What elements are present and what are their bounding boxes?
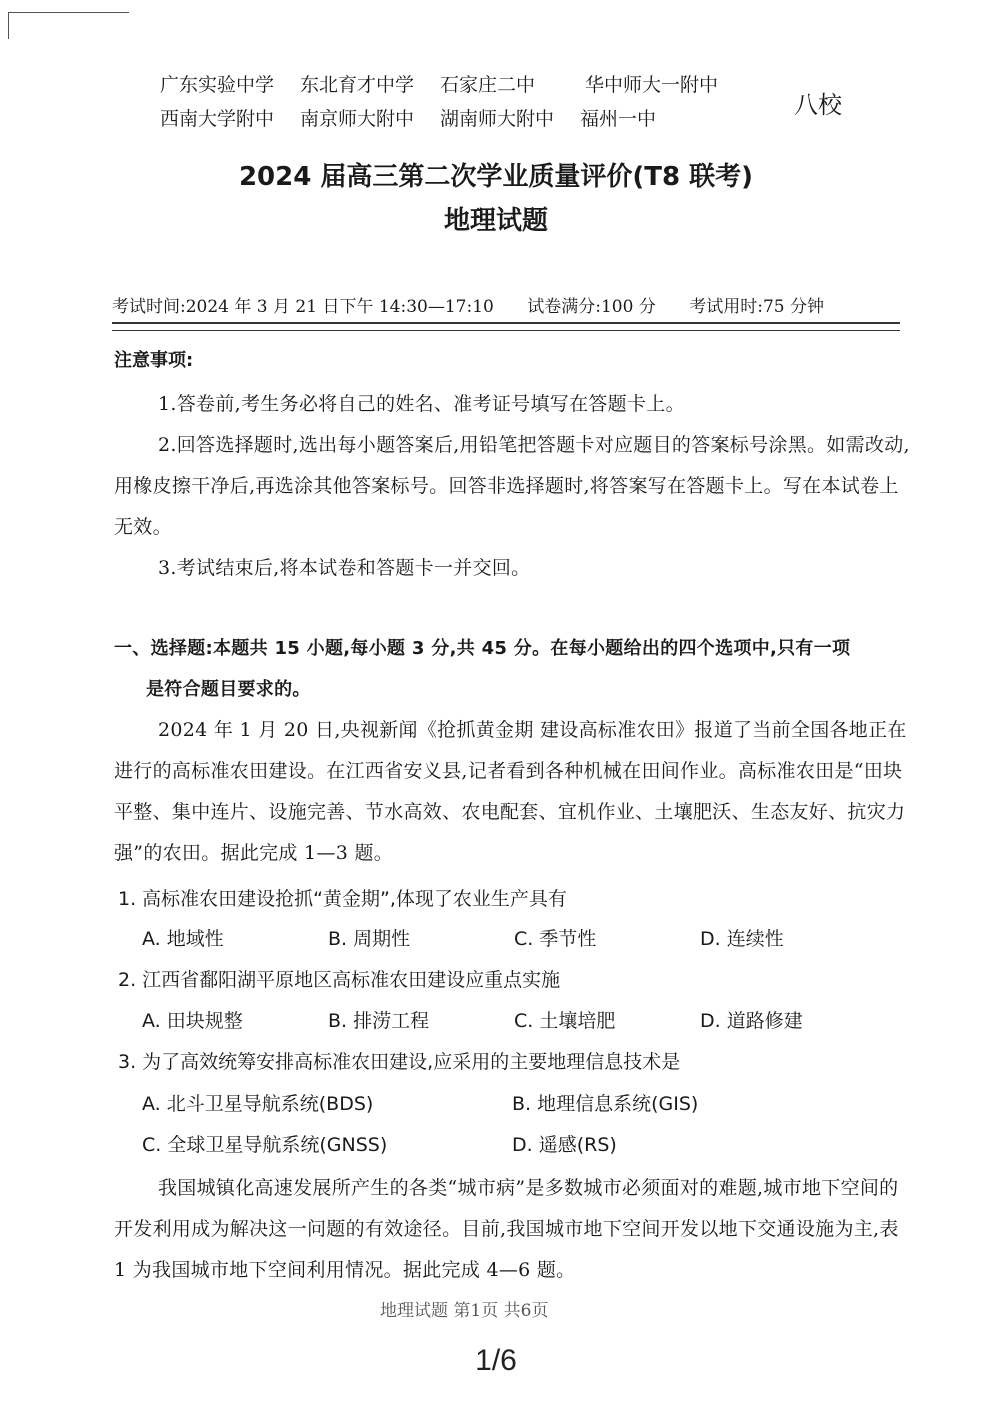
exam-time: 考试时间:2024 年 3 月 21 日下午 14:30—17:10 — [112, 297, 494, 317]
exam-info — [112, 292, 852, 317]
subject-title: 地理试题 — [443, 206, 548, 236]
school-name: 石家庄二中 — [440, 74, 536, 96]
school-list — [160, 68, 744, 136]
option-c: C. 土壤培肥 — [514, 1010, 616, 1032]
school-name: 南京师大附中 — [300, 108, 415, 130]
school-row-1 — [160, 68, 744, 102]
question-1: 1. 高标准农田建设抢抓“黄金期”,体现了农业生产具有 — [118, 888, 567, 910]
school-name: 湖南师大附中 — [440, 108, 555, 130]
header-divider — [112, 322, 900, 324]
option-c: C. 全球卫星导航系统(GNSS) — [142, 1134, 388, 1156]
school-name: 东北育才中学 — [300, 74, 415, 96]
question-2-options — [142, 1006, 886, 1033]
notice-heading: 注意事项: — [114, 350, 194, 371]
section-heading: 一、选择题:本题共 15 小题,每小题 3 分,共 45 分。在每小题给出的四个选项中,只有一项 — [114, 638, 851, 659]
school-row-2 — [160, 102, 744, 136]
exam-title: 2024 届高三第二次学业质量评价(T8 联考) — [238, 162, 754, 192]
exam-duration: 考试用时:75 分钟 — [689, 297, 825, 317]
option-b: B. 地理信息系统(GIS) — [512, 1093, 699, 1115]
eight-schools-badge: 八校 — [794, 91, 842, 119]
notice-item-2: 2.回答选择题时,选出每小题答案后,用铅笔把答题卡对应题目的答案标号涂黑。如需改动,用橡皮擦干净后,再选涂其他答案标号。回答非选择题时,将答案写在答题卡上。写在本试卷上无效。 — [114, 434, 910, 538]
school-name: 福州一中 — [580, 108, 657, 130]
section-heading-cont: 是符合题目要求的。 — [146, 679, 311, 700]
question-3-options-row2 — [142, 1130, 882, 1157]
question-2: 2. 江西省鄱阳湖平原地区高标准农田建设应重点实施 — [118, 969, 561, 991]
option-c: C. 季节性 — [514, 928, 597, 950]
scan-corner-mark — [8, 12, 129, 39]
notice-item-1: 1.答卷前,考生务必将自己的姓名、准考证号填写在答题卡上。 — [158, 393, 685, 415]
notice-item-3: 3.考试结束后,将本试卷和答题卡一并交回。 — [158, 557, 531, 579]
passage-2: 我国城镇化高速发展所产生的各类“城市病”是多数城市必须面对的难题,城市地下空间的开发利用成为解决这一问题的有效途径。目前,我国城市地下空间开发以地下交通设施为主,表 1 为我国城市地下空间利用情况。据此完成 4—6 题。 — [114, 1177, 899, 1281]
option-b: B. 排涝工程 — [328, 1010, 430, 1032]
option-d: D. 连续性 — [700, 928, 784, 950]
school-name: 广东实验中学 — [160, 74, 275, 96]
option-a: A. 地域性 — [142, 928, 224, 950]
option-a: A. 北斗卫星导航系统(BDS) — [142, 1093, 374, 1115]
page-indicator: 1/6 — [475, 1344, 517, 1377]
full-score: 试卷满分:100 分 — [527, 297, 656, 317]
option-d: D. 道路修建 — [700, 1010, 803, 1032]
question-3: 3. 为了高效统筹安排高标准农田建设,应采用的主要地理信息技术是 — [118, 1051, 681, 1073]
school-name: 华中师大一附中 — [585, 74, 719, 96]
option-a: A. 田块规整 — [142, 1010, 243, 1032]
option-b: B. 周期性 — [328, 928, 411, 950]
header-divider-thin — [112, 330, 900, 331]
option-d: D. 遥感(RS) — [512, 1134, 617, 1156]
question-3-options-row1 — [142, 1089, 882, 1116]
passage-1: 2024 年 1 月 20 日,央视新闻《抢抓黄金期 建设高标准农田》报道了当前全国各地正在进行的高标准农田建设。在江西省安义县,记者看到各种机械在田间作业。高标准农田是“田块平整、集中连片、设施完善、节水高效、农电配套、宜机作业、土壤肥沃、生态友好、抗灾力强”的农田。据此完成 1—3 题。 — [114, 719, 907, 864]
school-name: 西南大学附中 — [160, 108, 275, 130]
page-footer-clipped: 地理试题 第1页 共6页 — [380, 1301, 549, 1321]
question-1-options — [142, 924, 886, 951]
